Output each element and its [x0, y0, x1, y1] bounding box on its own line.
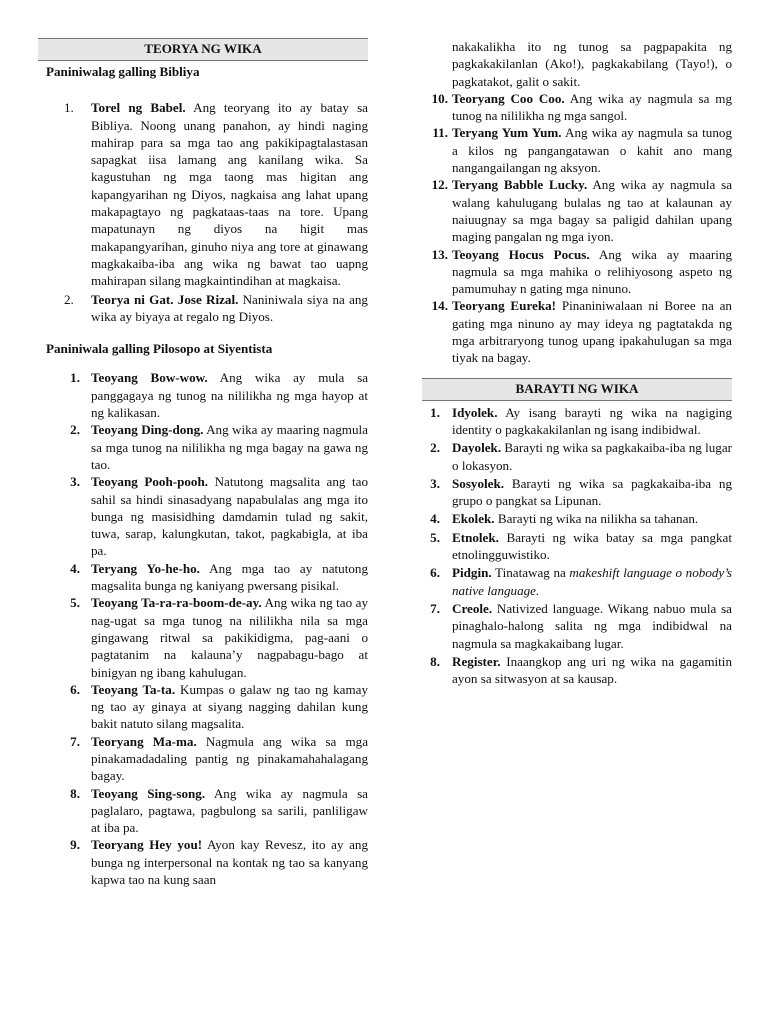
list-item [422, 600, 732, 652]
item-number: 1. [64, 100, 74, 116]
item-number: 13. [431, 246, 448, 262]
item-number: 2. [70, 422, 80, 438]
section-title-teorya: TEORYA NG WIKA [38, 38, 368, 61]
item-term: Teoyang Ding-dong. [91, 422, 204, 438]
heading-pilosopo: Paniniwala galling Pilosopo at Siyentista [46, 341, 273, 357]
item-term: Teoyang Pooh-pooh. [91, 474, 209, 490]
item-number: 7. [70, 733, 80, 749]
item-term: Creole. [452, 600, 493, 616]
item-number: 12. [431, 177, 448, 193]
item-number: 10. [431, 90, 448, 106]
item-text: Ang wika ay maaring nagmula sa mga mahika o relihiyosong aspeto ng pamumuhay n gating mga ninuno. [452, 246, 732, 297]
list-item [422, 564, 732, 599]
list-item [422, 90, 732, 125]
item-term: Teryang Yo-he-ho. [91, 560, 200, 576]
heading-bibliya: Paniniwalag galling Bibliya [46, 64, 200, 79]
item-text: Barayti ng wika na nilikha sa tahanan. [494, 511, 699, 527]
list-item [38, 291, 368, 326]
item-text: Inaangkop ang uri ng wika na gagamitin ayon sa sitwasyon at sa kausap. [452, 653, 732, 687]
item-number: 2. [430, 440, 440, 456]
item-text: Nagmula ang wika sa mga pinakamadadaling pantig ng pinakamahahalagang bagay. [91, 733, 369, 784]
item-text: Ang teoryang ito ay batay sa Bibliya. Noong unang panahon, ay hindi naging mahirap para sa mga tao ang pakikipagtalastasan sapagkat iisa lamang ang kanilang wika. Sa kagustuhan ng mga taong mas higitan ang kapangyarihan ng Diyos, nagkaisa ang lahat upang makapagtayo ng pagkataas-taas na tore. Upang mapatunayn ng diyos na higit mas makapangyarihan, ginuho niya ang tore at ginawang magkakaiba-iba ang wika ng bawat tao uapng mahirapan silang magkaintindihan at magkaisa. [91, 100, 368, 289]
list-pilosopo [38, 369, 368, 888]
item-term: Teoyang Hocus Pocus. [452, 246, 590, 262]
list-item [422, 246, 732, 298]
item-text: Ang wika ng tao ay nag-ugat sa mga tunog na nililikha nila sa mga gingawang ritwal sa pakikidigma, pag-aani o pagtatanim na kalauna’y nagpabagu-bago at binigyan ng ibang kahulugan. [91, 595, 368, 680]
list-item [422, 653, 732, 688]
item-term: Teorya ni Gat. Jose Rizal. [91, 291, 239, 307]
item-number: 9. [70, 837, 80, 853]
item-text: Naniniwala siya na ang wika ay biyaya at regalo ng Diyos. [91, 291, 368, 324]
item-number: 4. [70, 560, 80, 576]
item-term: Etnolek. [452, 529, 499, 545]
continuation-text: nakakalikha ito ng tunog sa pagpapakita ng pagkakakilanlan (Ako!), pagkakabilang (Tayo!), o pagkatakot, galit o sakit. [452, 39, 732, 89]
list-item [38, 473, 368, 559]
item-term: Teryang Yum Yum. [452, 125, 562, 141]
item-text: Ang wika ay maaring nagmula sa mga tunog na nililikha ng mga bagay na gawa ng tao. [91, 422, 368, 472]
list-item [38, 421, 368, 473]
item-text: Ang wika ay mula sa panggagaya ng tunog na nililikha ng mga hayop at ng kalikasan. [91, 370, 369, 421]
item-term: Teoryang Eureka! [452, 298, 557, 314]
item-number: 11. [432, 125, 448, 141]
item-term: Dayolek. [452, 440, 502, 456]
list-item [38, 733, 368, 785]
item-text: Pinaniniwalaan ni Boree na an gating mga ninuno ay may ideya ng pagtatakda ng mga arbitraryong tunog upang ipakahulugan sa mga tiyak na bagay. [452, 298, 732, 366]
section-title-barayti: BARAYTI NG WIKA [422, 378, 732, 401]
item-text: Ang wika ay nagmula sa mg tunog na nililikha ng mga sangol. [452, 90, 732, 124]
item-text: Natutong magsalita ang tao sahil sa hindi sinasadyang napabulalas ang mga ito bunga ng masisidhing damdamin tulad ng sakit, tuwa, sarap, kalungkutan, takot, pagkabigla, at iba pa. [91, 474, 368, 559]
list-item [38, 836, 368, 888]
item-number: 1. [70, 370, 80, 386]
list-item [38, 785, 368, 837]
list-bibliya [38, 99, 368, 325]
list-item [422, 176, 732, 245]
item-number: 1. [430, 404, 440, 420]
list-item [422, 297, 732, 366]
left-column [38, 38, 368, 888]
item-term: Register. [452, 653, 501, 669]
item-number: 4. [430, 511, 440, 527]
item-text: Ang wika ay nagmula sa tunog a kilos ng pangangatawan o kahit ano mang nangangailangan ng aksyon. [452, 125, 732, 176]
item-number: 7. [430, 600, 440, 616]
item-term: Idyolek. [452, 404, 498, 420]
item-number: 8. [70, 785, 80, 801]
item-term: Teoyang Ta-ta. [91, 681, 176, 697]
list-item [422, 439, 732, 474]
item-text: Ang wika ay nagmula sa paglalaro, pagtawa, pagbulong sa sarili, panliligaw at iba pa. [91, 785, 368, 836]
list-item [38, 560, 368, 595]
item-term: Teoyang Ta-ra-ra-boom-de-ay. [91, 595, 262, 611]
item-text: Tinatawag na [491, 565, 570, 581]
item-term: Teoryang Hey you! [91, 837, 203, 853]
item-number: 6. [70, 681, 80, 697]
item-number: 2. [64, 291, 74, 307]
list-item [422, 404, 732, 439]
list-item [422, 510, 732, 527]
item-number: 3. [70, 474, 80, 490]
item-number: 3. [430, 475, 440, 491]
item-italic-text: makeshift language o nobody’s native language. [452, 565, 732, 598]
list-item [38, 594, 368, 680]
item-number: 14. [431, 298, 448, 314]
item-term: Teoryang Ma-ma. [91, 733, 197, 749]
item-number: 6. [430, 565, 440, 581]
item-text: Ayon kay Revesz, ito ay ang bunga ng interpersonal na kontak ng tao sa kanyang kapwa tao na kung saan [91, 837, 369, 888]
item-term: Teoyang Bow-wow. [91, 370, 208, 386]
list-item [38, 99, 368, 289]
item-term: Teoyang Sing-song. [91, 785, 206, 801]
item-text: Barayti ng wika batay sa mga pangkat etnolingguwistiko. [452, 529, 732, 563]
list-item [38, 681, 368, 733]
item-text: Ang wika ay nagmula sa walang kahulugang bulalas ng tao at kalaunan ay naiuugnay sa mga bagay sa paligid dahilan upang maging pangalan ng mga iyon. [452, 177, 733, 245]
item-text: Kumpas o galaw ng tao ng kamay ng tao ay ginaya at siyang nagging dahilan kung bakit natuto silang magsalita. [91, 681, 369, 732]
item-text: Ay isang barayti ng wika na nagiging identity o pagkakakilanlan ng isang indibidwal. [452, 404, 732, 437]
list-item [422, 529, 732, 564]
item-number: 8. [430, 653, 440, 669]
item-text: Ang mga tao ay natutong magsalita bunga ng kaniyang pwersang pisikal. [91, 560, 368, 594]
item-term: Sosyolek. [452, 475, 505, 491]
item-term: Pidgin. [452, 565, 492, 581]
item-number: 5. [430, 529, 440, 545]
item-text: Barayti ng wika sa pagkakaiba-iba ng grupo o pangkat sa Lipunan. [452, 475, 732, 509]
list-item [422, 475, 732, 510]
list-item [422, 124, 732, 176]
item-term: Teryang Babble Lucky. [452, 177, 588, 193]
item-term: Teoryang Coo Coo. [452, 90, 565, 106]
right-column [422, 38, 732, 688]
item-term: Ekolek. [452, 511, 495, 527]
list-pilosopo-continued [422, 90, 732, 367]
item-text: Barayti ng wika sa pagkakaiba-iba ng lugar o lokasyon. [452, 440, 732, 473]
list-item [38, 369, 368, 421]
item-number: 5. [70, 595, 80, 611]
item-text: Nativized language. Wikang nabuo mula sa pinaghalo-halong salita ng mga indibidwal na nagmula sa magkakaibang lugar. [452, 600, 732, 651]
list-barayti [422, 404, 732, 688]
item-term: Torel ng Babel. [91, 100, 186, 116]
